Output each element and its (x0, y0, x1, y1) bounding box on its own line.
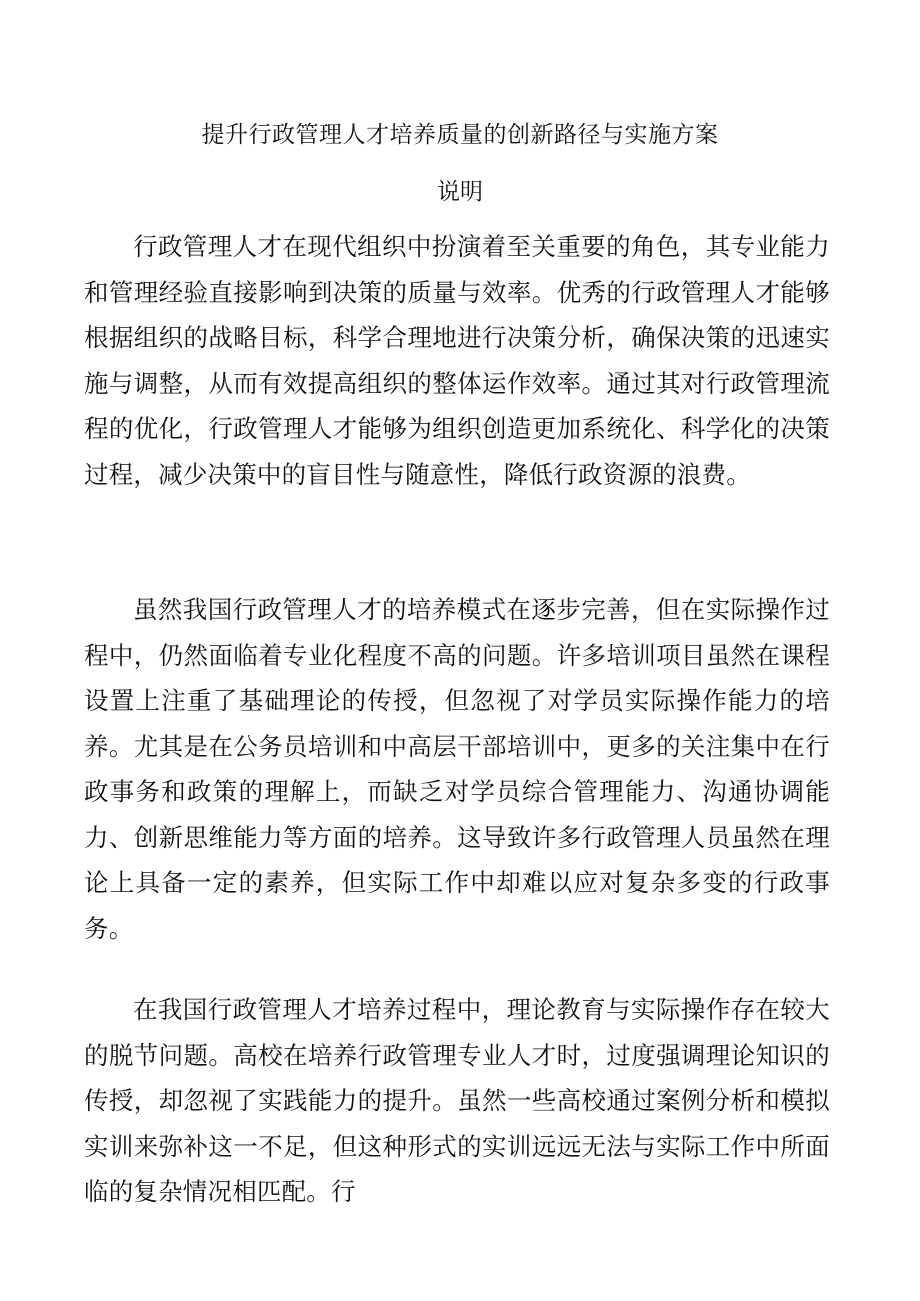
body-paragraph: 虽然我国行政管理人才的培养模式在逐步完善，但在实际操作过程中，仍然面临着专业化程度不高的问题。许多培训项目虽然在课程设置上注重了基础理论的传授，但忽视了对学员实际操作能力的培养。尤其是在公务员培训和中高层干部培训中，更多的关注集中在行政事务和政策的理解上，而缺乏对学员综合管理能力、沟通协调能力、创新思维能力等方面的培养。这导致许多行政管理人员虽然在理论上具备一定的素养，但实际工作中却难以应对复杂多变的行政事务。 (84, 595, 830, 943)
section-heading: 说明 (437, 179, 483, 205)
document-title: 提升行政管理人才培养质量的创新路径与实施方案 (201, 122, 719, 148)
body-paragraph: 在我国行政管理人才培养过程中，理论教育与实际操作存在较大的脱节问题。高校在培养行政管理专业人才时，过度强调理论知识的传授，却忽视了实践能力的提升。虽然一些高校通过案例分析和模拟实训来弥补这一不足，但这种形式的实训远远无法与实际工作中所面临的复杂情况相匹配。行 (84, 995, 830, 1206)
body-paragraph: 行政管理人才在现代组织中扮演着至关重要的角色，其专业能力和管理经验直接影响到决策的质量与效率。优秀的行政管理人才能够根据组织的战略目标，科学合理地进行决策分析，确保决策的迅速实施与调整，从而有效提高组织的整体运作效率。通过其对行政管理流程的优化，行政管理人才能够为组织创造更加系统化、科学化的决策过程，减少决策中的盲目性与随意性，降低行政资源的浪费。 (84, 232, 830, 489)
